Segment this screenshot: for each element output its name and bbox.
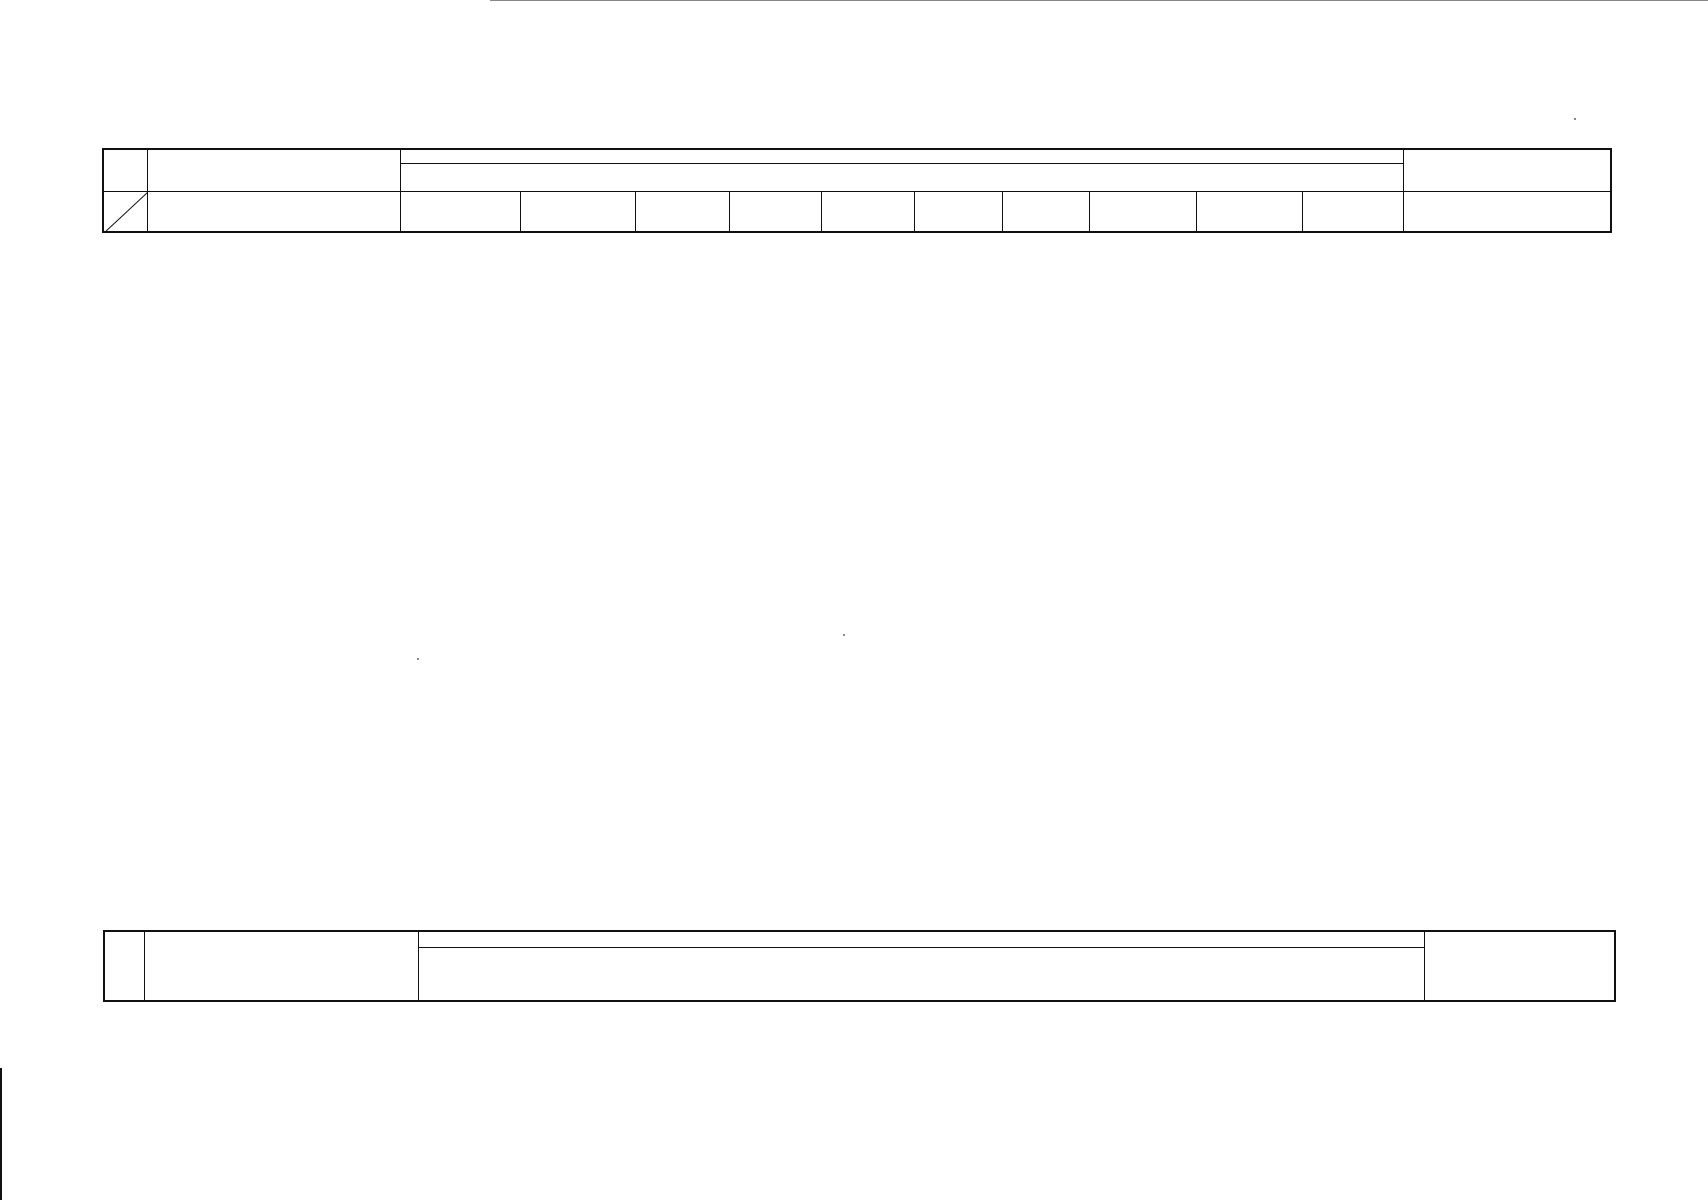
total-cell	[729, 191, 821, 232]
total-diagonal-cell	[103, 191, 147, 232]
header-non-cofinanced	[1424, 931, 1615, 1001]
total-label	[147, 191, 400, 232]
total-cell	[1089, 191, 1196, 232]
diagonal-line	[104, 192, 147, 233]
regional-budget-table	[103, 930, 1616, 1002]
total-row	[103, 191, 1611, 232]
federal-budget-table	[102, 148, 1612, 233]
scan-left-edge	[0, 1068, 2, 1200]
total-cell	[1302, 191, 1403, 232]
header-planned-cost	[1403, 149, 1611, 191]
header-row-number	[104, 931, 144, 1001]
scan-speck	[417, 658, 419, 660]
total-planned	[1403, 191, 1611, 232]
header-customer	[147, 149, 400, 191]
scan-top-edge	[490, 0, 1708, 1]
scan-speck	[843, 634, 845, 636]
header-federal-budget	[400, 149, 1403, 163]
header-customer	[144, 931, 418, 1001]
total-cell	[520, 191, 635, 232]
total-cell	[1002, 191, 1089, 232]
header-row-number	[103, 149, 147, 191]
total-cell	[400, 191, 520, 232]
total-cell	[635, 191, 729, 232]
scan-speck	[1574, 118, 1576, 120]
total-cell	[1196, 191, 1302, 232]
total-cell	[914, 191, 1002, 232]
total-cell	[821, 191, 914, 232]
header-regional-budget	[418, 931, 1424, 947]
